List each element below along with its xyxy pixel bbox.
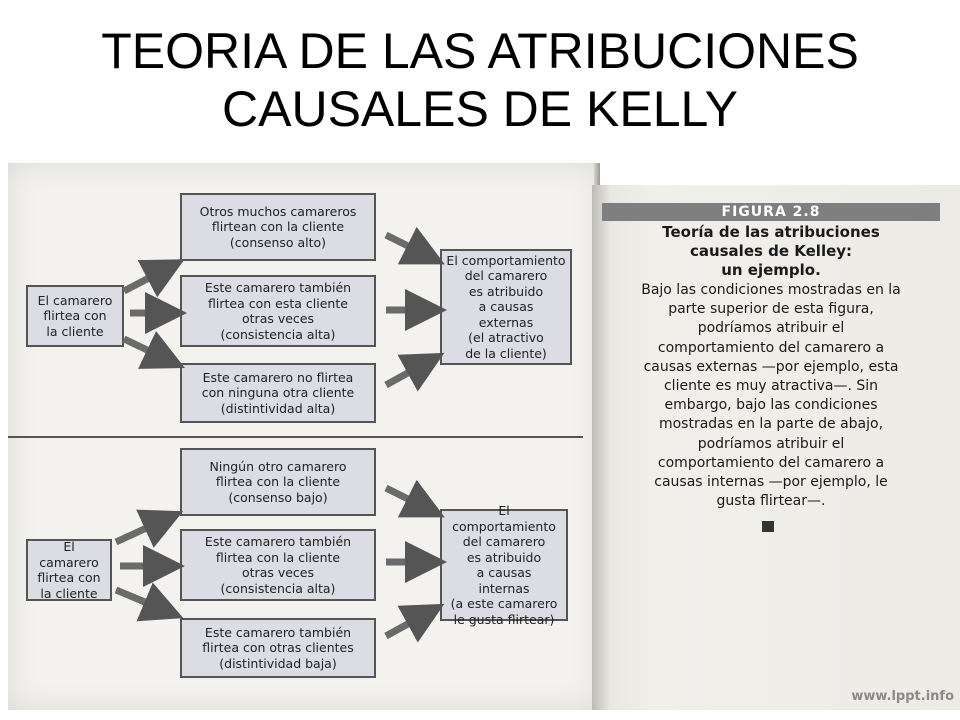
top-condition-distintividad: Este camarero no flirtea con ninguna otra cliente (distintividad alta) <box>180 363 376 423</box>
top-arrows <box>8 163 600 436</box>
bottom-condition-distintividad: Este camarero también flirtea con otras clientes (distintividad baja) <box>180 618 376 678</box>
caption-line: comportamiento del camarero a <box>657 339 885 356</box>
diagram-scan <box>8 163 600 710</box>
caption-line: Bajo las condiciones mostradas en la <box>641 282 901 298</box>
arrow-b-consenso-to-result <box>386 488 426 508</box>
caption-line: mostradas en la parte de abajo, <box>658 416 884 433</box>
arrow-distintividad-to-result <box>386 363 426 385</box>
caption-line: parte superior de esta figura, <box>668 301 874 318</box>
figure-heading-line: Teoría de las atribuciones <box>662 223 880 241</box>
caption-line: gusta flirtear—. <box>716 493 826 510</box>
slide-title-line1: TEORIA DE LAS ATRIBUCIONES <box>101 23 859 79</box>
arrow-source-to-consenso <box>124 269 166 291</box>
caption-line: comportamiento del camarero a <box>657 454 885 471</box>
end-of-caption-mark <box>762 521 774 532</box>
arrow-b-distintividad-to-result <box>386 614 426 636</box>
top-condition-consenso: Otros muchos camareros flirtean con la cliente (consenso alto) <box>180 193 376 261</box>
top-source-box: El camarero flirtea con la cliente <box>26 285 124 347</box>
figure-heading-line: un ejemplo. <box>721 261 821 279</box>
caption-line: cliente es muy atractiva—. Sin <box>663 378 878 395</box>
bottom-result-box: El comportamiento del camarero es atribuido a causas internas (a este camarero le gusta flirtear) <box>440 509 568 621</box>
caption-line: podríamos atribuir el <box>697 320 845 337</box>
figure-caption-body <box>602 281 940 511</box>
bottom-condition-consenso: Ningún otro camarero flirtea con la cliente (consenso bajo) <box>180 448 376 516</box>
figure-heading <box>602 223 940 280</box>
figure-label: FIGURA 2.8 <box>602 203 940 221</box>
arrow-b-source-to-consenso <box>116 520 164 542</box>
caption-line: causas externas —por ejemplo, esta <box>643 358 899 375</box>
slide-title <box>0 22 960 138</box>
arrow-source-to-distintividad <box>124 339 166 359</box>
bottom-arrows <box>8 436 600 710</box>
arrow-b-source-to-distintividad <box>116 590 164 610</box>
top-condition-consistencia: Este camarero también flirtea con esta cliente otras veces (consistencia alta) <box>180 275 376 347</box>
slide-title-line2: CAUSALES DE KELLY <box>222 81 738 137</box>
top-result-box: El comportamiento del camarero es atribuido a causas externas (el atractivo de la cliente) <box>440 249 572 365</box>
caption-line: causas internas —por ejemplo, le <box>654 474 888 491</box>
arrow-consenso-to-result <box>386 235 426 255</box>
caption-line: podríamos atribuir el <box>697 435 845 452</box>
watermark: www.lppt.info <box>851 689 954 704</box>
caption-scan <box>592 185 960 710</box>
caption-line: embargo, bajo las condiciones <box>664 397 878 414</box>
bottom-source-box: El camarero flirtea con la cliente <box>26 539 112 601</box>
figure-heading-line: causales de Kelley: <box>689 242 853 260</box>
bottom-condition-consistencia: Este camarero también flirtea con la cliente otras veces (consistencia alta) <box>180 529 376 601</box>
